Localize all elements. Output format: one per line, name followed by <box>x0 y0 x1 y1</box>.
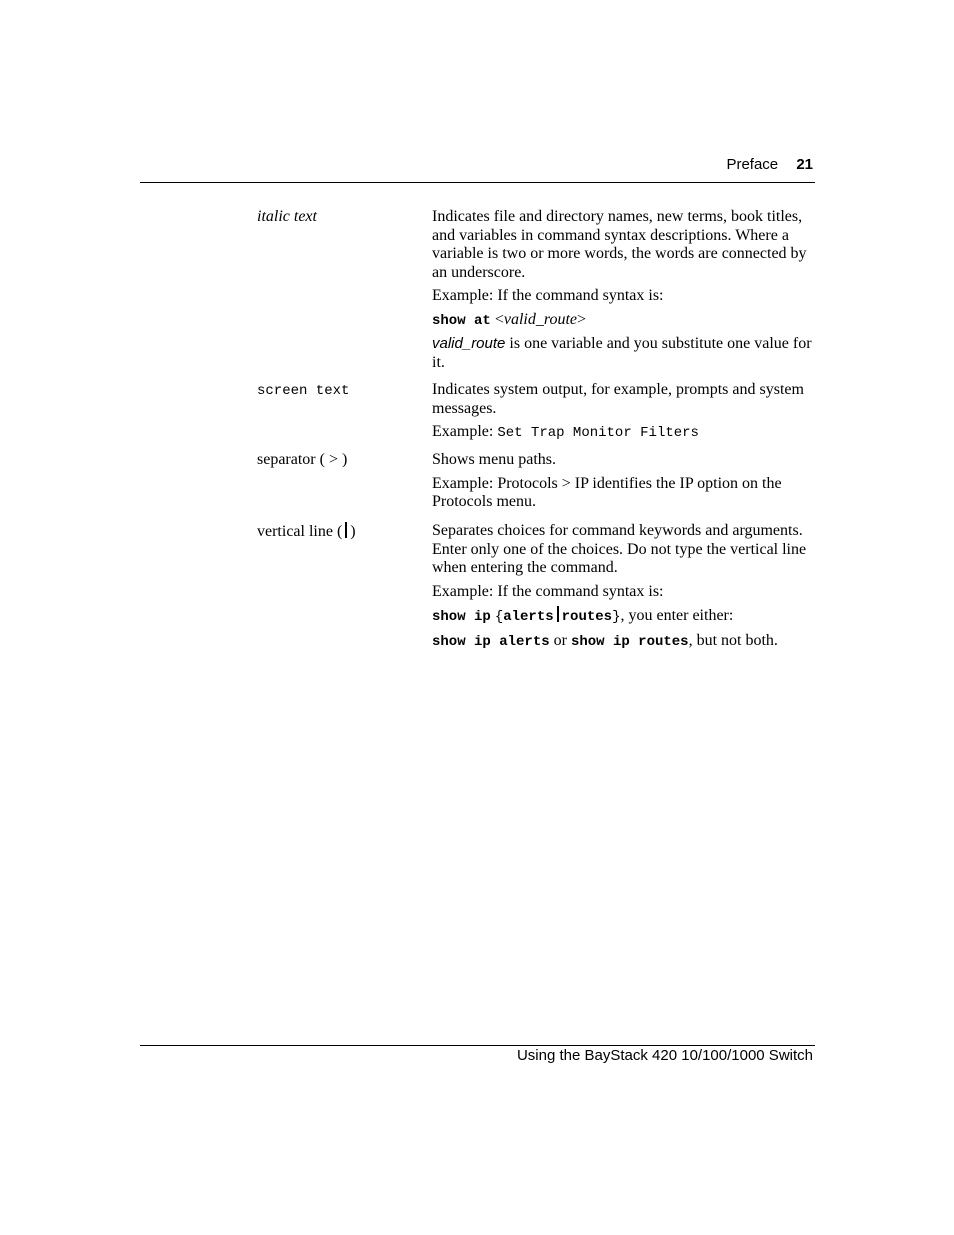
desc-screen-text <box>432 381 817 448</box>
term-vertical-line <box>257 522 356 542</box>
vertical-bar-glyph <box>345 522 347 538</box>
term-vertical-before: vertical line ( <box>257 523 343 540</box>
choice-or: or <box>549 631 571 649</box>
desc-separator-body: Shows menu paths. <box>432 451 556 468</box>
desc-vertical-example: Example: If the command syntax is: <box>432 582 664 600</box>
desc-separator-example: Example: Protocols > IP identifies the IP option on the Protocols menu. <box>432 474 782 510</box>
var-open: < <box>494 310 504 328</box>
command-show-ip-alerts: show ip alerts <box>432 633 550 650</box>
command-show-ip-routes: show ip routes <box>570 633 689 650</box>
note-text: is one variable and you substitute one value for it. <box>432 335 812 371</box>
desc-separator <box>432 451 817 517</box>
var-valid-route: valid_route <box>503 310 578 328</box>
desc-vertical-choices <box>432 632 817 652</box>
example-label: Example: <box>432 423 498 440</box>
header-title: Preface <box>726 156 779 173</box>
var-close: > <box>577 310 587 328</box>
term-vertical-after: ) <box>350 523 356 540</box>
term-italic-text: italic text <box>257 208 317 225</box>
option-routes: routes <box>561 609 613 625</box>
command-show-at: show at <box>432 312 491 329</box>
desc-italic-note <box>432 335 817 372</box>
desc-italic-body: Indicates file and directory names, new terms, book titles, and variables in command syntax descriptions. Where a variable is two or more words, the words are connected by an underscore. <box>432 208 807 281</box>
term-separator: separator ( > ) <box>257 451 348 468</box>
running-header <box>726 156 813 173</box>
note-variable: valid_route <box>432 335 506 352</box>
brace-open: { <box>494 609 504 625</box>
choices-tail: , but not both. <box>688 631 778 649</box>
desc-vertical-body: Separates choices for command keywords and arguments. Enter only one of the choices. Do not type the vertical line when entering the command. <box>432 522 807 576</box>
desc-vertical-line <box>432 522 817 656</box>
footer-rule <box>140 1045 815 1046</box>
desc-vertical-command <box>432 606 817 627</box>
desc-italic-command <box>432 311 817 331</box>
choice-separator-bar <box>557 606 559 622</box>
term-screen-text: screen text <box>257 383 350 399</box>
header-rule <box>140 182 815 183</box>
desc-screen-body: Indicates system output, for example, prompts and system messages. <box>432 381 804 417</box>
example-screen-output: Set Trap Monitor Filters <box>497 425 699 441</box>
brace-close: } <box>612 609 621 625</box>
command-show-ip: show ip <box>432 609 491 625</box>
option-alerts: alerts <box>503 609 554 625</box>
page-number: 21 <box>796 156 813 173</box>
desc-screen-example <box>432 423 817 443</box>
desc-italic-text <box>432 208 817 377</box>
running-footer: Using the BayStack 420 10/100/1000 Switch <box>516 1047 813 1064</box>
desc-italic-example: Example: If the command syntax is: <box>432 287 664 304</box>
command-tail: , you enter either: <box>620 607 734 624</box>
